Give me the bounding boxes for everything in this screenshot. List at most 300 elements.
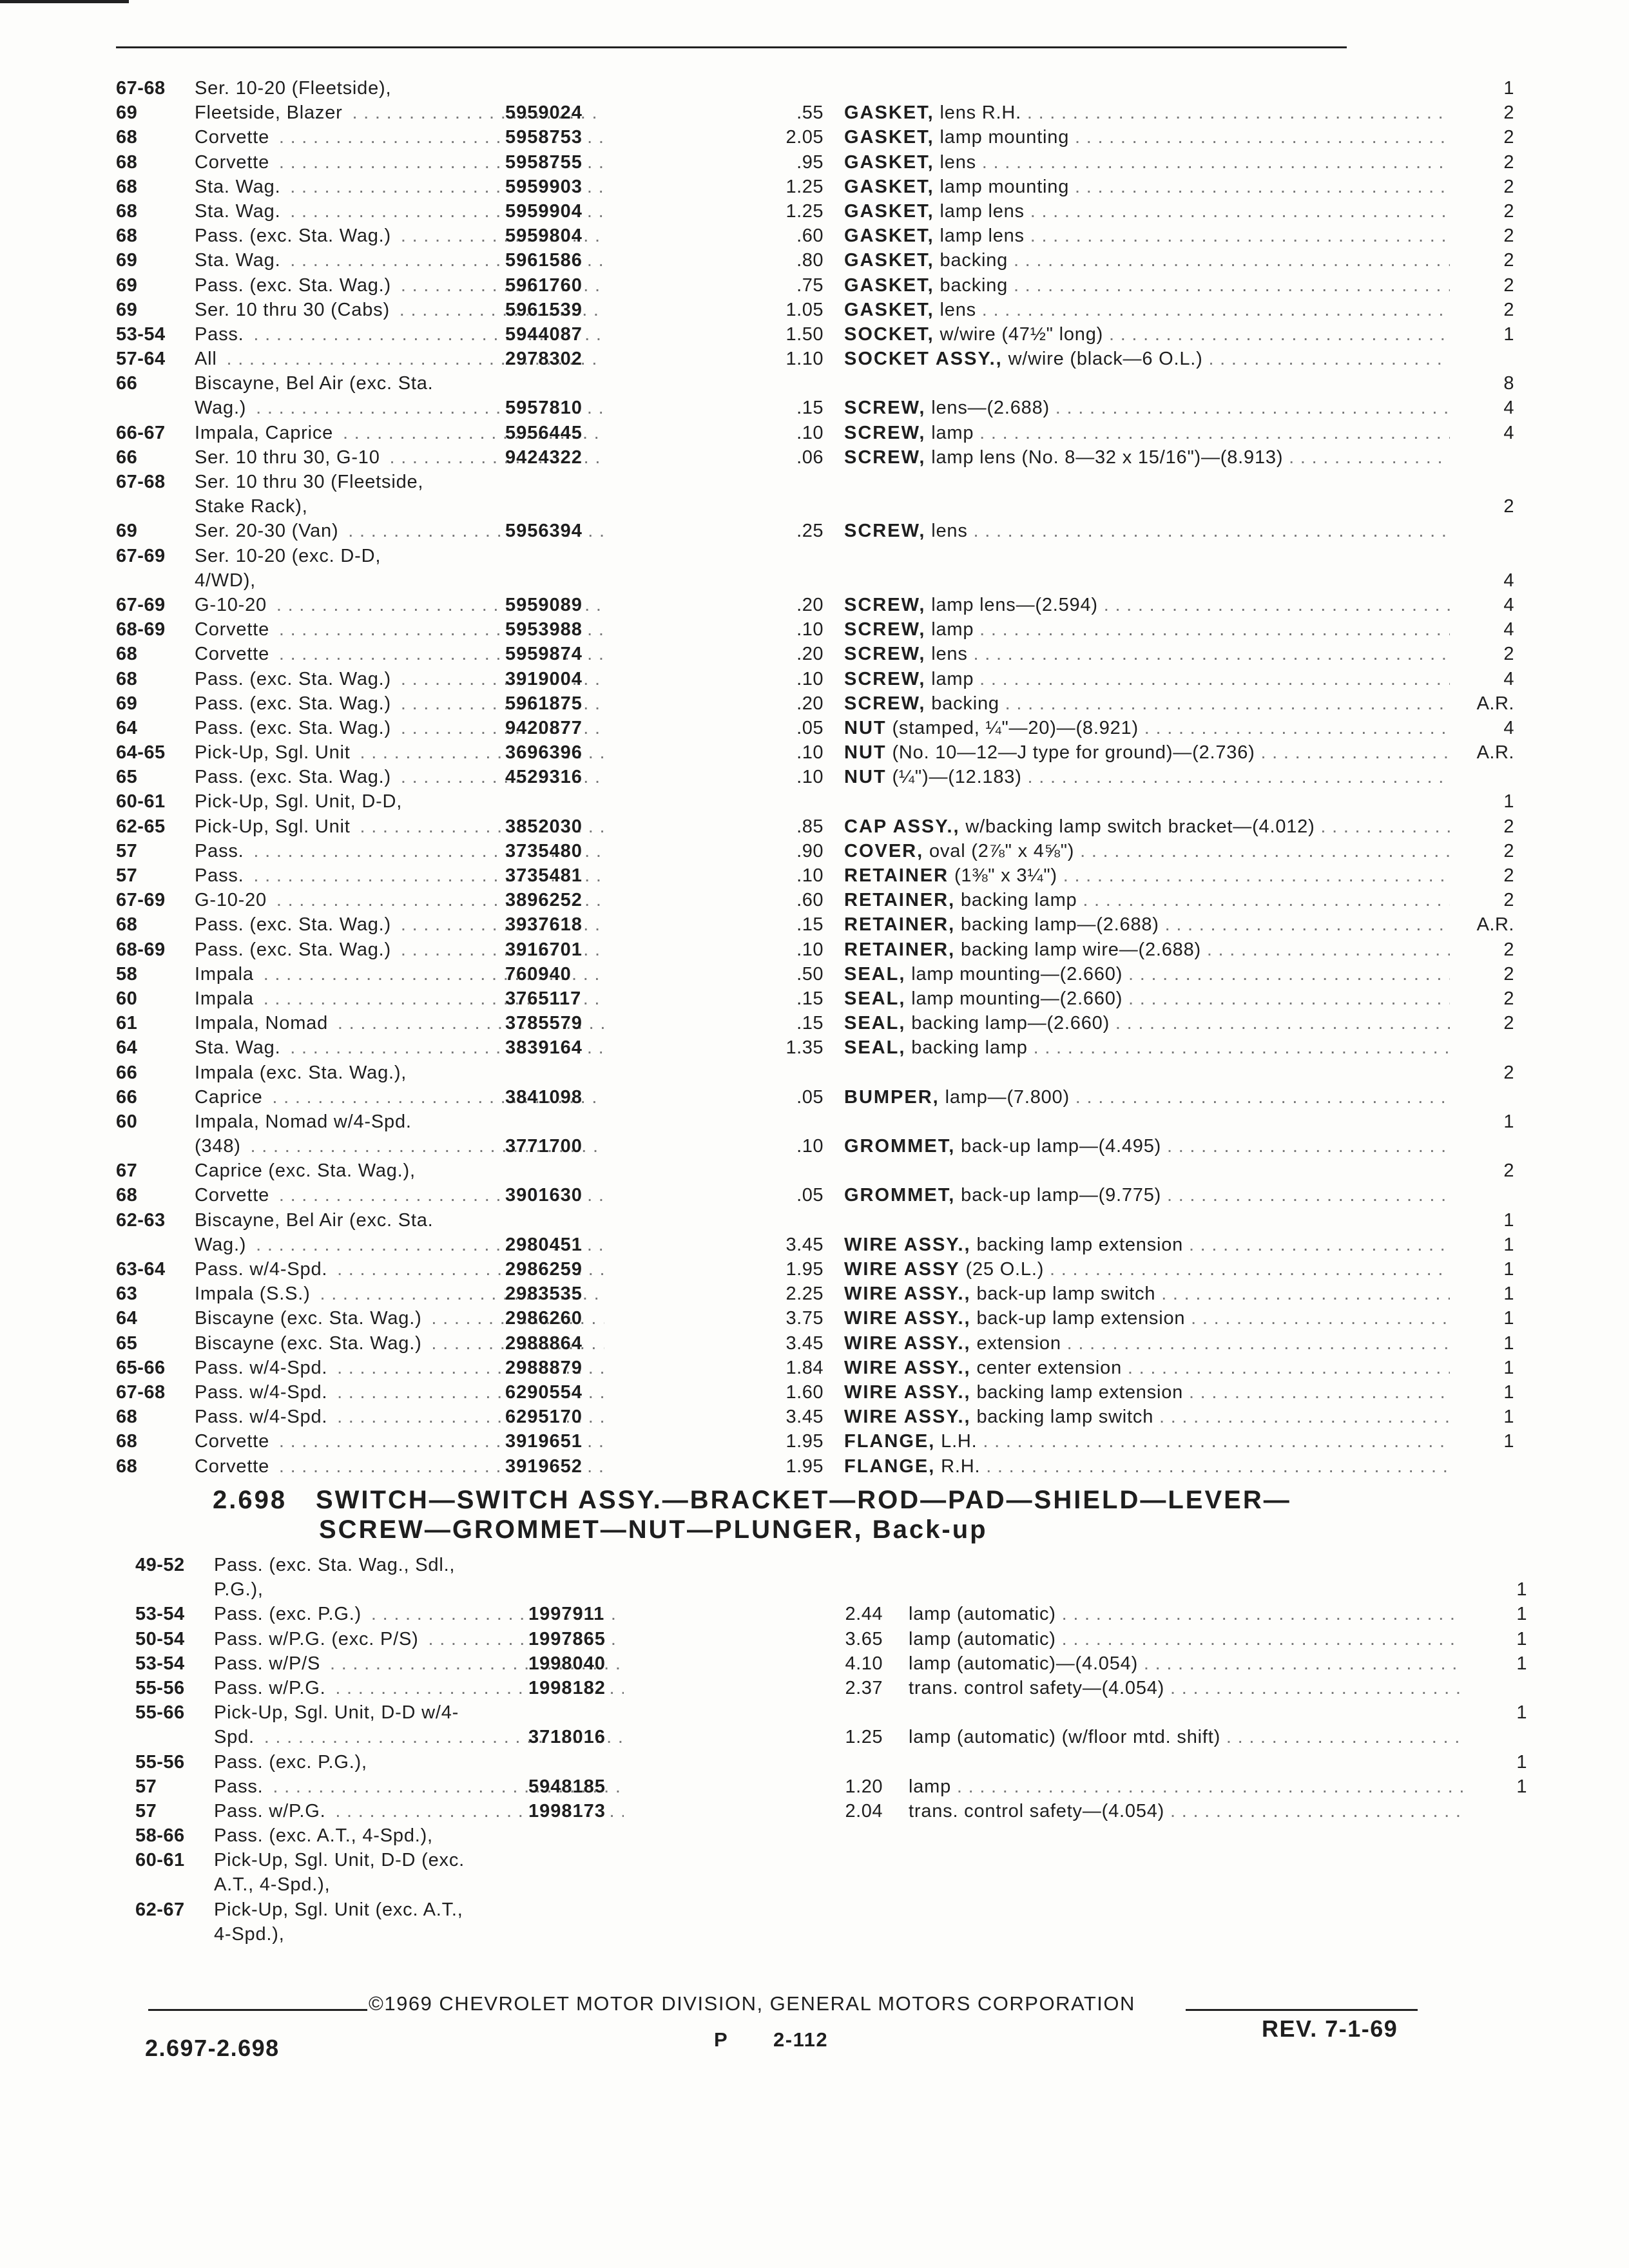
- model-text: Pass. (exc. Sta. Wag.): [195, 226, 395, 246]
- model-text: Sta. Wag.: [195, 1037, 284, 1058]
- list-price: .10: [796, 619, 824, 640]
- list-price: .10: [796, 865, 824, 886]
- leader-dots: [1164, 1801, 1463, 1821]
- model-text: Sta. Wag.: [195, 201, 284, 222]
- section-range: 2.697-2.698: [145, 2035, 280, 2061]
- leader-dots: [1161, 1185, 1450, 1206]
- table-row: [116, 1306, 1514, 1331]
- table-row: [116, 1011, 1514, 1035]
- list-price: .25: [796, 521, 824, 542]
- model-cell: [214, 1922, 624, 1946]
- quantity: 1: [1503, 1407, 1514, 1428]
- model-year: 57: [116, 840, 138, 861]
- quantity: 2: [1503, 226, 1514, 247]
- quantity: 2: [1503, 274, 1514, 296]
- part-name: NUT: [844, 742, 887, 764]
- list-price: .10: [796, 668, 824, 689]
- part-name: WIRE ASSY: [844, 1259, 960, 1280]
- table-row: [116, 371, 1514, 396]
- description-cell: [844, 1134, 1450, 1158]
- quantity: A.R.: [1476, 693, 1514, 714]
- description-cell: [844, 1405, 1450, 1429]
- model-text: Pass.: [214, 1776, 267, 1797]
- table-row: [135, 1700, 1527, 1725]
- model-text: Pick-Up, Sgl. Unit (exc. A.T.,: [214, 1899, 467, 1920]
- model-year: 58-66: [135, 1825, 185, 1847]
- model-text: Sta. Wag.: [195, 250, 284, 271]
- quantity: 4: [1503, 422, 1514, 443]
- leader-dots: [1028, 1037, 1450, 1058]
- list-price: 2.04: [845, 1800, 883, 1821]
- part-description: lamp: [931, 619, 974, 640]
- part-number: 5959089: [505, 594, 583, 615]
- list-price: .20: [796, 644, 824, 665]
- description-cell: [844, 765, 1450, 789]
- leader-dots: [1008, 275, 1450, 296]
- list-price: .80: [796, 250, 824, 271]
- table-row: [135, 1774, 1527, 1799]
- description-cell: [844, 740, 1450, 765]
- model-cell: [195, 568, 604, 593]
- leader-dots: [980, 1456, 1450, 1477]
- model-text: Pass. w/4-Spd.: [195, 1382, 331, 1403]
- model-year: 62-65: [116, 816, 166, 837]
- model-text: Pass. (exc. Sta. Wag.): [195, 767, 395, 787]
- table-row: [116, 912, 1514, 937]
- leader-dots: [1074, 841, 1450, 861]
- part-description: backing lamp: [911, 1037, 1028, 1059]
- table-row: [116, 1110, 1514, 1134]
- description-cell: [844, 1380, 1450, 1405]
- part-name: WIRE ASSY.,: [844, 1357, 971, 1378]
- header-rule: [116, 46, 1347, 48]
- table-row: [135, 1676, 1424, 1700]
- footer-rule-right: [1186, 2009, 1418, 2011]
- table-row: [116, 445, 1405, 470]
- part-number: 5961586: [505, 250, 583, 271]
- quantity: 1: [1516, 1579, 1527, 1600]
- model-year: 68: [116, 151, 138, 173]
- part-number: 3896252: [505, 890, 583, 911]
- model-text: Pass. (exc. Sta. Wag.): [195, 693, 395, 714]
- part-number: 5961539: [505, 299, 583, 320]
- part-description: center extension: [976, 1357, 1123, 1378]
- part-name: FLANGE,: [844, 1431, 936, 1452]
- list-price: .60: [796, 226, 824, 247]
- model-text: Ser. 10 thru 30 (Cabs): [195, 300, 394, 320]
- list-price: 2.37: [845, 1677, 883, 1698]
- description-cell: [909, 1602, 1463, 1626]
- model-text: Pass.: [195, 865, 248, 886]
- table-row: [116, 519, 1405, 543]
- description-cell: [909, 1676, 1463, 1700]
- part-description: (1⅜" x 3¼"): [954, 865, 1057, 886]
- list-price: 2.05: [786, 127, 824, 148]
- part-number: 4529316: [505, 767, 583, 788]
- quantity: 1: [1503, 78, 1514, 99]
- part-description: (¼")—(12.183): [892, 767, 1022, 788]
- model-text: (348): [195, 1136, 245, 1157]
- part-description: lamp mounting: [940, 176, 1070, 197]
- list-price: 1.35: [786, 1037, 824, 1059]
- part-description: lens: [931, 521, 968, 542]
- parts-table-2698: [135, 1553, 1527, 1946]
- model-text: Pass.: [195, 324, 248, 345]
- model-year: 66: [116, 1086, 138, 1108]
- part-name: SCREW,: [844, 668, 926, 689]
- model-year: 67-69: [116, 594, 166, 615]
- part-name: GROMMET,: [844, 1185, 956, 1206]
- part-description: R.H.: [941, 1456, 981, 1477]
- model-text: Ser. 10 thru 30, G-10: [195, 447, 384, 468]
- leader-dots: [1155, 1283, 1450, 1304]
- part-number: 5944087: [505, 323, 583, 345]
- model-text: Ser. 20-30 (Van): [195, 521, 342, 541]
- table-row: [116, 1233, 1514, 1257]
- part-description: lens: [940, 299, 976, 320]
- part-description: w/wire (black—6 O.L.): [1008, 349, 1203, 370]
- quantity: 2: [1503, 496, 1514, 517]
- part-name: GASKET,: [844, 102, 934, 124]
- model-cell: [214, 1700, 624, 1725]
- description-cell: [844, 248, 1450, 273]
- table-row: [116, 199, 1514, 224]
- table-row: [116, 1208, 1514, 1233]
- section-heading-2698: [213, 1485, 1291, 1544]
- quantity: 2: [1503, 1062, 1514, 1083]
- table-row: [116, 863, 1514, 888]
- part-name: CAP ASSY.,: [844, 816, 960, 837]
- model-year: 66-67: [116, 422, 166, 443]
- model-year: 60: [116, 988, 138, 1009]
- part-number: 2988879: [505, 1357, 583, 1378]
- leader-dots: [1022, 767, 1450, 787]
- part-number: 3919652: [505, 1456, 583, 1477]
- table-row: [116, 1405, 1514, 1429]
- part-description: backing lamp extension: [976, 1234, 1184, 1255]
- quantity: 2: [1503, 890, 1514, 911]
- leader-dots: [1153, 1407, 1450, 1427]
- table-row: [116, 1356, 1514, 1380]
- description-cell: [844, 1035, 1450, 1060]
- list-price: .05: [796, 1185, 824, 1206]
- table-row: [135, 1577, 1527, 1602]
- part-description: lamp: [931, 422, 974, 443]
- part-description: w/backing lamp switch bracket—(4.012): [965, 816, 1315, 837]
- part-name: SEAL,: [844, 988, 906, 1009]
- part-description: lamp (automatic) (w/floor mtd. shift): [909, 1727, 1221, 1748]
- description-cell: [844, 224, 1450, 248]
- part-description: trans. control safety—(4.054): [909, 1677, 1165, 1698]
- list-price: .20: [796, 693, 824, 714]
- part-number: 1997911: [528, 1604, 605, 1625]
- model-text: Pass. w/4-Spd.: [195, 1358, 331, 1378]
- description-cell: [909, 1651, 1463, 1676]
- description-cell: [844, 1454, 1450, 1479]
- list-price: .15: [796, 1013, 824, 1034]
- model-year: 55-56: [135, 1677, 185, 1698]
- model-text: Corvette: [195, 619, 273, 640]
- list-price: .75: [796, 274, 824, 296]
- part-name: NUT: [844, 767, 887, 788]
- model-year: 67-69: [116, 890, 166, 911]
- part-name: SCREW,: [844, 521, 926, 542]
- model-text: Wag.): [195, 398, 250, 418]
- part-name: GASKET,: [844, 250, 934, 271]
- quantity: 2: [1503, 939, 1514, 960]
- description-cell: [844, 1233, 1450, 1257]
- model-text: Fleetside, Blazer: [195, 102, 347, 123]
- model-cell: [195, 544, 604, 568]
- part-description: backing lamp—(2.688): [961, 914, 1159, 936]
- description-cell: [844, 593, 1450, 617]
- table-row: [116, 322, 1514, 347]
- section-title-line2: SCREW—GROMMET—NUT—PLUNGER, Back-up: [319, 1515, 988, 1544]
- part-number: 1998173: [528, 1800, 606, 1821]
- model-text: Corvette: [195, 1456, 273, 1477]
- model-year: 55-66: [135, 1702, 185, 1724]
- quantity: 2: [1503, 840, 1514, 861]
- description-cell: [844, 691, 1450, 716]
- list-price: .05: [796, 1086, 824, 1108]
- model-year: 64-65: [116, 742, 166, 764]
- model-year: 53-54: [135, 1653, 185, 1674]
- part-number: 5959903: [505, 176, 583, 197]
- part-description: back-up lamp switch: [976, 1283, 1156, 1305]
- model-text: Biscayne (exc. Sta. Wag.): [195, 1333, 426, 1354]
- part-number: 9420877: [505, 717, 583, 738]
- model-text: Impala: [195, 964, 258, 985]
- table-row: [116, 962, 1514, 986]
- part-number: 9424322: [505, 447, 583, 468]
- model-year: 53-54: [135, 1604, 185, 1625]
- part-number: 3901630: [505, 1185, 583, 1206]
- list-price: 1.25: [845, 1727, 883, 1748]
- model-year: 68: [116, 1407, 138, 1428]
- leader-dots: [1203, 349, 1450, 369]
- table-row: [116, 1035, 1405, 1060]
- model-year: 66: [116, 1062, 138, 1083]
- leader-dots: [1069, 127, 1450, 148]
- quantity: 4: [1503, 398, 1514, 419]
- table-row: [116, 298, 1514, 322]
- description-cell: [844, 888, 1450, 912]
- model-year: 68: [116, 176, 138, 197]
- leader-dots: [1025, 226, 1450, 246]
- part-name: COVER,: [844, 840, 924, 861]
- table-row: [116, 986, 1514, 1011]
- table-row: [116, 691, 1514, 716]
- part-number: 3919651: [505, 1431, 583, 1452]
- model-text: Pass. (exc. A.T., 4-Spd.),: [214, 1825, 437, 1846]
- model-text: Pass. w/P.G. (exc. P/S): [214, 1629, 423, 1649]
- model-cell: [195, 1158, 604, 1183]
- model-year: 68: [116, 200, 138, 222]
- model-year: 57: [116, 865, 138, 886]
- list-price: 3.45: [786, 1332, 824, 1354]
- part-name: SOCKET ASSY.,: [844, 349, 1003, 370]
- part-number: 5956445: [505, 422, 583, 443]
- part-name: GASKET,: [844, 274, 934, 296]
- part-number: 3771700: [505, 1136, 583, 1157]
- part-name: RETAINER,: [844, 939, 956, 960]
- model-text: Ser. 10-20 (exc. D-D,: [195, 546, 385, 566]
- model-year: 68: [116, 1431, 138, 1452]
- table-row: [116, 839, 1514, 863]
- description-cell: [844, 1356, 1450, 1380]
- description-cell: [844, 347, 1450, 371]
- table-row: [116, 814, 1514, 839]
- description-cell: [844, 445, 1450, 470]
- model-text: 4/WD),: [195, 570, 260, 591]
- table-row: [135, 1872, 1424, 1897]
- quantity: 1: [1503, 1209, 1514, 1231]
- leader-dots: [1164, 1678, 1463, 1698]
- model-cell: [195, 470, 604, 494]
- leader-dots: [1255, 742, 1450, 763]
- model-year: 68: [116, 226, 138, 247]
- model-cell: [214, 1898, 624, 1922]
- description-cell: [844, 839, 1450, 863]
- model-text: Wag.): [195, 1235, 250, 1255]
- part-description: lamp lens: [940, 200, 1025, 222]
- part-number: 3735480: [505, 840, 583, 861]
- part-number: 5961760: [505, 274, 583, 296]
- description-cell: [844, 199, 1450, 224]
- part-number: 3852030: [505, 816, 583, 837]
- part-name: WIRE ASSY.,: [844, 1407, 971, 1428]
- list-price: 1.95: [786, 1431, 824, 1452]
- part-name: SOCKET,: [844, 323, 934, 345]
- part-name: SCREW,: [844, 398, 926, 419]
- list-price: .06: [796, 447, 824, 468]
- table-row: [116, 1134, 1405, 1158]
- model-year: 57: [135, 1800, 157, 1821]
- list-price: .55: [796, 102, 824, 124]
- description-cell: [844, 519, 1450, 543]
- part-name: GASKET,: [844, 200, 934, 222]
- model-text: Pick-Up, Sgl. Unit, D-D (exc.: [214, 1850, 468, 1870]
- model-year: 60-61: [135, 1850, 185, 1871]
- table-row: [135, 1651, 1527, 1676]
- part-description: lamp—(7.800): [945, 1086, 1070, 1108]
- leader-dots: [1183, 1235, 1450, 1255]
- quantity: 2: [1503, 963, 1514, 985]
- description-cell: [844, 1011, 1450, 1035]
- leader-dots: [1057, 865, 1450, 886]
- leader-dots: [1069, 177, 1450, 197]
- description-cell: [909, 1725, 1463, 1749]
- part-number: 5953988: [505, 619, 583, 640]
- part-description: lamp: [909, 1776, 952, 1797]
- description-cell: [844, 986, 1450, 1011]
- quantity: 1: [1516, 1628, 1527, 1649]
- part-description: backing lamp switch: [976, 1407, 1154, 1428]
- quantity: A.R.: [1476, 742, 1514, 764]
- quantity: 1: [1516, 1653, 1527, 1674]
- model-text: Corvette: [195, 1431, 273, 1452]
- list-price: 4.10: [845, 1653, 883, 1674]
- part-description: lamp (automatic): [909, 1604, 1056, 1625]
- model-text: Impala (S.S.): [195, 1283, 314, 1304]
- list-price: .15: [796, 988, 824, 1009]
- list-price: .50: [796, 963, 824, 985]
- part-number: 5948185: [528, 1776, 606, 1797]
- model-text: G-10-20: [195, 890, 271, 910]
- table-row: [116, 1085, 1405, 1110]
- leader-dots: [1103, 324, 1450, 345]
- quantity: 2: [1503, 644, 1514, 665]
- part-number: 5958753: [505, 127, 583, 148]
- description-cell: [844, 125, 1450, 149]
- model-year: 69: [116, 299, 138, 320]
- model-text: Pass. w/P/S: [214, 1653, 324, 1674]
- part-number: 5959804: [505, 226, 583, 247]
- description-cell: [844, 814, 1450, 839]
- part-number: 5957810: [505, 398, 583, 419]
- part-description: (25 O.L.): [965, 1259, 1045, 1280]
- model-year: 67: [116, 1160, 138, 1182]
- description-cell: [844, 421, 1450, 445]
- part-name: GASKET,: [844, 226, 934, 247]
- quantity: 4: [1503, 619, 1514, 640]
- list-price: .10: [796, 767, 824, 788]
- model-year: 63-64: [116, 1259, 166, 1280]
- model-cell: [195, 789, 604, 814]
- quantity: 4: [1503, 668, 1514, 689]
- leader-dots: [1122, 1358, 1450, 1378]
- leader-dots: [968, 644, 1450, 664]
- part-description: lamp (automatic)—(4.054): [909, 1653, 1139, 1674]
- table-row: [135, 1898, 1424, 1922]
- description-cell: [844, 1183, 1450, 1207]
- model-year: 69: [116, 274, 138, 296]
- part-number: 5959874: [505, 644, 583, 665]
- description-cell: [844, 1282, 1450, 1306]
- copyright-line: ©1969 CHEVROLET MOTOR DIVISION, GENERAL MOTORS CORPORATION: [369, 1992, 1135, 2015]
- model-text: A.T., 4-Spd.),: [214, 1874, 334, 1895]
- leader-dots: [1161, 1136, 1450, 1157]
- section-title-line1: SWITCH—SWITCH ASSY.—BRACKET—ROD—PAD—SHIELD—LEVER—: [316, 1486, 1291, 1514]
- leader-dots: [1139, 718, 1450, 738]
- model-text: Pick-Up, Sgl. Unit, D-D,: [195, 791, 406, 812]
- list-price: .95: [796, 151, 824, 173]
- model-text: Biscayne, Bel Air (exc. Sta.: [195, 373, 438, 394]
- leader-dots: [1123, 964, 1450, 985]
- description-cell: [844, 1257, 1450, 1282]
- model-year: 69: [116, 250, 138, 271]
- part-description: L.H.: [941, 1431, 978, 1452]
- list-price: .60: [796, 890, 824, 911]
- part-description: oval (2⅞" x 4⅝"): [929, 840, 1075, 861]
- model-text: Pick-Up, Sgl. Unit, D-D w/4-: [214, 1702, 463, 1723]
- part-name: RETAINER,: [844, 890, 956, 911]
- model-year: 64: [116, 717, 138, 738]
- model-text: Pick-Up, Sgl. Unit: [195, 742, 354, 763]
- model-cell: [214, 1823, 624, 1848]
- leader-dots: [1283, 447, 1450, 468]
- model-year: 68-69: [116, 939, 166, 960]
- model-year: 65-66: [116, 1357, 166, 1378]
- model-year: 68: [116, 914, 138, 936]
- quantity: 2: [1503, 176, 1514, 197]
- quantity: 1: [1516, 1604, 1527, 1625]
- list-price: .10: [796, 1136, 824, 1157]
- model-year: 69: [116, 693, 138, 714]
- leader-dots: [974, 669, 1450, 689]
- model-text: Caprice: [195, 1087, 267, 1108]
- description-cell: [909, 1627, 1463, 1651]
